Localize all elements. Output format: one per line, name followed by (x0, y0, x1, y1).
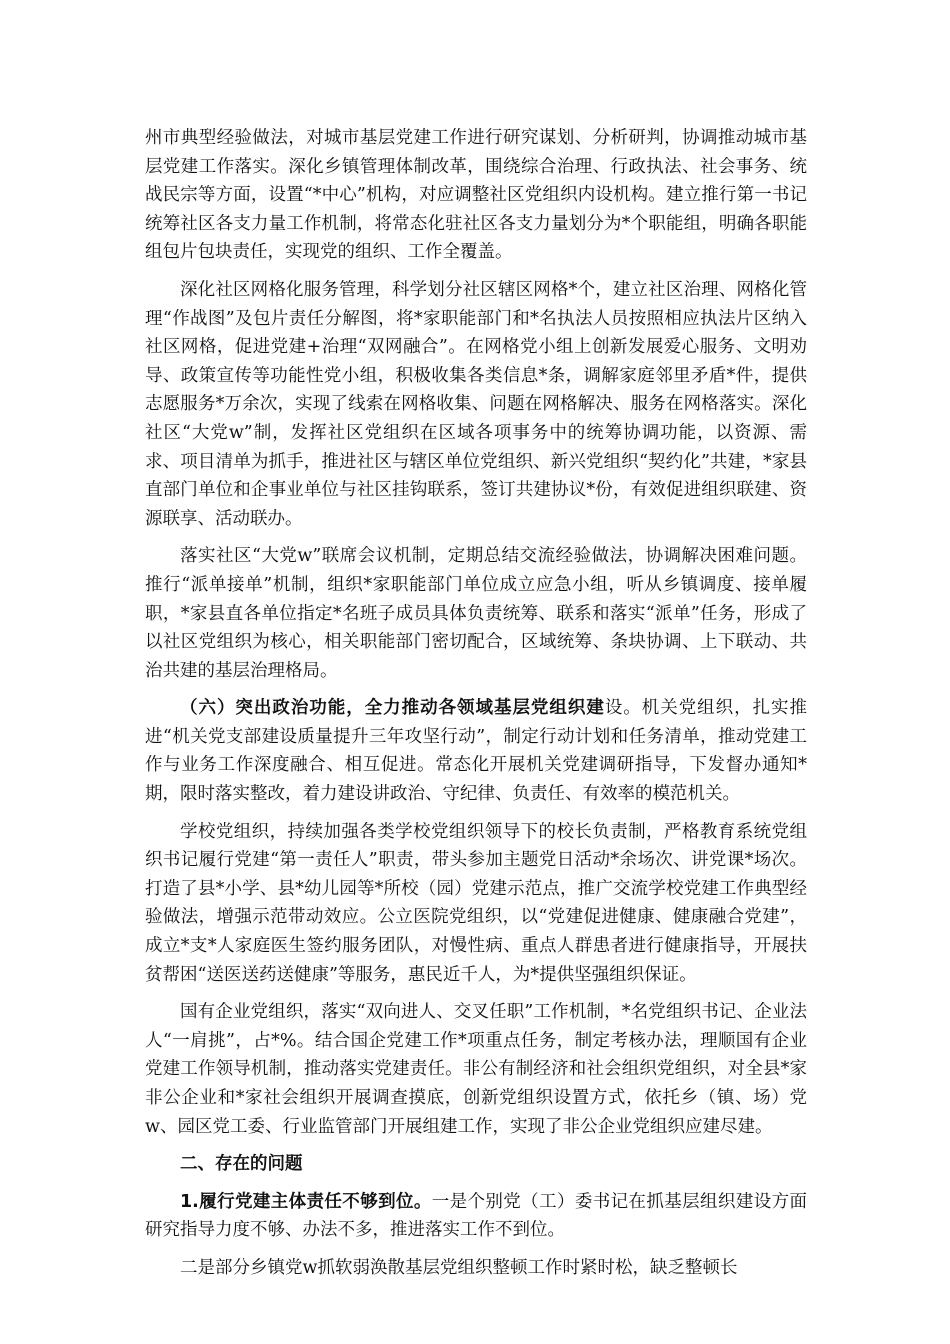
problem-1-text: 一是个别党（工）委书记在抓基层组织建设方面研究指导力度不够、办法不多，推进落实工作不到位。 (145, 1191, 807, 1241)
paragraph-2 (145, 276, 807, 533)
paragraph-1-text: 州市典型经验做法，对城市基层党建工作进行研究谋划、分析研判，协调推动城市基层党建工作落实。深化乡镇管理体制改革，围绕综合治理、行政执法、社会事务、统战民宗等方面，设置“*中心”机构，对应调整社区党组织内设机构。建立推行第一书记统筹社区各支力量工作机制，将常态化驻社区各支力量划分为*个职能组，明确各职能组包片包块责任，实现党的组织、工作全覆盖。 (145, 128, 807, 263)
paragraph-1 (145, 124, 807, 267)
paragraph-3 (145, 542, 807, 685)
paragraph-3-text: 落实社区“大党w”联席会议机制，定期总结交流经验做法，协调解决困难问题。推行“派单接单”机制，组织*家职能部门单位成立应急小组，听从乡镇调度、接单履职，*家县直各单位指定*名班子成员具体负责统筹、联系和落实“派单”任务，形成了以社区党组织为核心，相关职能部门密切配合，区域统筹、条块协调、上下联动、共治共建的基层治理格局。 (145, 546, 807, 681)
problem-1 (145, 1188, 807, 1245)
document-page (145, 124, 807, 1292)
paragraph-4-lead: （六）突出政治功能，全力推动各领域基层党组织建 (180, 698, 605, 719)
problem-1-lead: 1.履行党建主体责任不够到位。 (180, 1191, 432, 1212)
paragraph-4-text: 设。机关党组织，扎实推进“机关党支部建设质量提升三年攻坚行动”，制定行动计划和任务清单，推动党建工作与业务工作深度融合、相互促进。常态化开展机关党建调研指导，下发督办通知*期，限时落实整改，着力建设讲政治、守纪律、负责任、有效率的模范机关。 (145, 698, 808, 805)
paragraph-4 (145, 694, 807, 808)
paragraph-6-text: 国有企业党组织，落实“双向进人、交叉任职”工作机制，*名党组织书记、企业法人“一肩挑”，占*%。结合国企党建工作*项重点任务，制定考核办法，理顺国有企业党建工作领导机制，推动落实党建责任。非公有制经济和社会组织党组织，对全县*家非公企业和*家社会组织开展调查摸底，创新党组织设置方式，依托乡（镇、场）党w、园区党工委、行业监管部门开展组建工作，实现了非公企业党组织应建尽建。 (145, 1002, 807, 1137)
problem-2 (145, 1254, 807, 1283)
paragraph-5 (145, 818, 807, 990)
paragraph-2-text: 深化社区网格化服务管理，科学划分社区辖区网格*个，建立社区治理、网格化管理“作战图”及包片责任分解图，将*家职能部门和*名执法人员按照相应执法片区纳入社区网格，促进党建+治理“双网融合”。在网格党小组上创新发展爱心服务、文明劝导、政策宣传等功能性党小组，积极收集各类信息*条，调解家庭邻里矛盾*件，提供志愿服务*万余次，实现了线索在网格收集、问题在网格解决、服务在网格落实。深化社区“大党w”制，发挥社区党组织在区域各项事务中的统筹协调功能，以资源、需求、项目清单为抓手，推进社区与辖区单位党组织、新兴党组织“契约化”共建，*家县直部门单位和企事业单位与社区挂钩联系，签订共建协议*份，有效促进组织联建、资源联享、活动联办。 (145, 279, 807, 529)
paragraph-5-text: 学校党组织，持续加强各类学校党组织领导下的校长负责制，严格教育系统党组织书记履行党建“第一责任人”职责，带头参加主题党日活动*余场次、讲党课*场次。打造了县*小学、县*幼儿园等*所校（园）党建示范点，推广交流学校党建工作典型经验做法，增强示范带动效应。公立医院党组织，以“党建促进健康、健康融合党建”，成立*支*人家庭医生签约服务团队，对慢性病、重点人群患者进行健康指导，开展扶贫帮困“送医送药送健康”等服务，惠民近千人，为*提供坚强组织保证。 (145, 821, 807, 985)
section-heading: 二、存在的问题 (180, 1154, 303, 1175)
paragraph-6 (145, 998, 807, 1141)
problem-2-text: 二是部分乡镇党w抓软弱涣散基层党组织整顿工作时紧时松，缺乏整顿长 (180, 1257, 738, 1278)
